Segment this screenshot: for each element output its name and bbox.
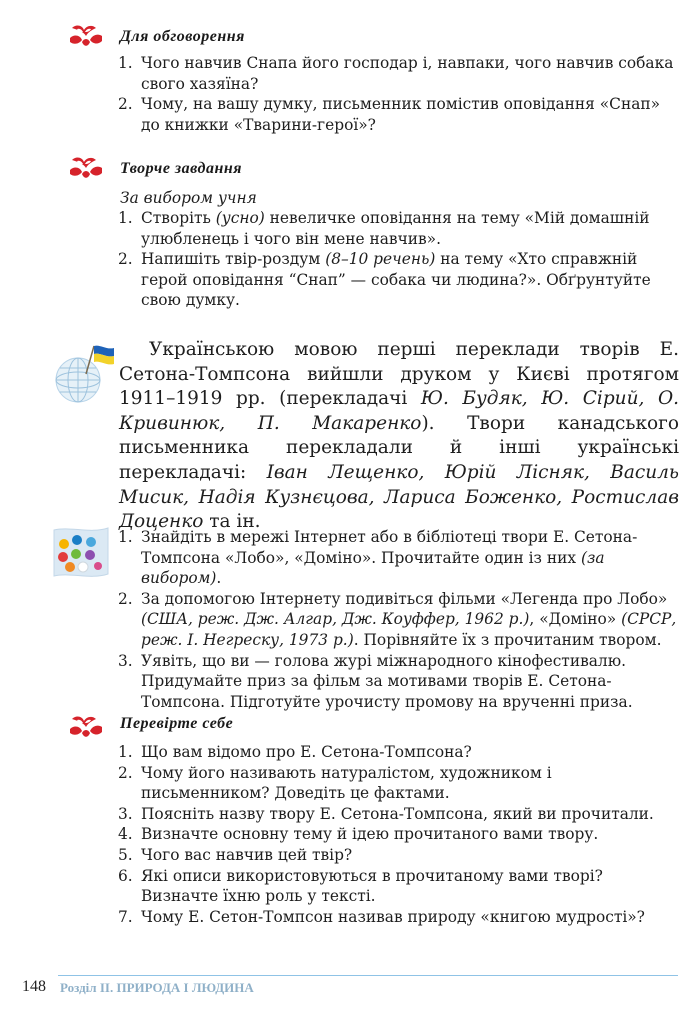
list-item: 2. Напишіть твір-роздум (8–10 речень) на тему «Хто справжній герой оповідання “Снап” — собака чи людина?». Обґрунтуйте свою думку.: [118, 250, 651, 310]
list-item: 6. Які описи використовуються в прочитаному вами творі? Визначте їхню роль у тексті.: [118, 866, 603, 906]
flower-ornament-icon: [68, 713, 104, 741]
list-item: 5. Чого вас навчив цей твір?: [118, 845, 353, 864]
flower-ornament-icon: [68, 154, 104, 182]
creative-list: [112, 208, 682, 311]
flower-ornament-icon: [68, 22, 104, 50]
list-item: 2. Чому, на вашу думку, письменник помістив оповідання «Снап» до книжки «Тварини-герої»?: [118, 95, 661, 134]
list-item: 3. Уявіть, що ви — голова журі міжнародного кінофестивалю. Придумайте приз за фільм за мотивами творів Е. Сетона-Томпсона. Підготуйте урочисту промову на врученні приза.: [118, 651, 633, 711]
footer-divider: [58, 975, 678, 976]
info-paragraph: Українською мовою перші переклади творів Е. Сетона-Томпсона вийшли друком у Києві протягом 1911–1919 рр. (перекладачі Ю. Будяк, Ю. Сірий, О. Кривинюк, П. Макаренко). Твори канадського письменника перекладали й інші українські перекладачі: Іван Лещенко, Юрій Лісняк, Василь Мисик, Надія Кузнєцова, Лариса Боженко, Ростислав Доценко та ін.: [119, 339, 679, 533]
list-item: 1. Знайдіть в мережі Інтернет або в бібліотеці твори Е. Сетона-Томпсона «Лобо», «Доміно». Прочитайте один із них (за вибором).: [118, 528, 638, 588]
check-list: [112, 742, 682, 927]
research-list: [112, 527, 682, 712]
list-item: 7. Чому Е. Сетон-Томпсон називав природу «книгою мудрості»?: [118, 907, 645, 926]
list-item: 3. Поясніть назву твору Е. Сетона-Томпсона, який ви прочитали.: [118, 804, 654, 823]
list-item: 4. Визначте основну тему й ідею прочитаного вами твору.: [118, 825, 599, 844]
list-item: 1. Чого навчив Снапа його господар і, навпаки, чого навчив собака свого хазяїна?: [118, 54, 674, 93]
section-title: Перевірте себе: [120, 715, 234, 732]
list-item: 1. Що вам відомо про Е. Сетона-Томпсона?: [118, 743, 472, 761]
section-title: Для обговорення: [120, 28, 245, 45]
choice-note: За вибором учня: [120, 189, 257, 207]
list-item: 2. Чому його називають натуралістом, художником і письменником? Доведіть це фактами.: [118, 763, 552, 803]
list-item: 2. За допомогою Інтернету подивіться фільми «Легенда про Лобо» (США, реж. Дж. Алгар, Дж. Коуффер, 1962 р.), «Доміно» (СРСР, реж. І. Негреску, 1973 р.). Порівняйте їх з прочитаним твором.: [118, 589, 677, 649]
section-footer: Розділ ІІ. ПРИРОДА І ЛЮДИНА: [60, 980, 254, 995]
palette-icon: [50, 524, 112, 580]
globe-flag-icon: [48, 344, 116, 406]
discussion-list: [112, 53, 682, 135]
page-number: 148: [22, 978, 46, 995]
section-title: Творче завдання: [120, 160, 242, 177]
list-item: 1. Створіть (усно) невеличке оповідання на тему «Мій домашній улюбленець і чого він мене навчив».: [118, 209, 650, 248]
